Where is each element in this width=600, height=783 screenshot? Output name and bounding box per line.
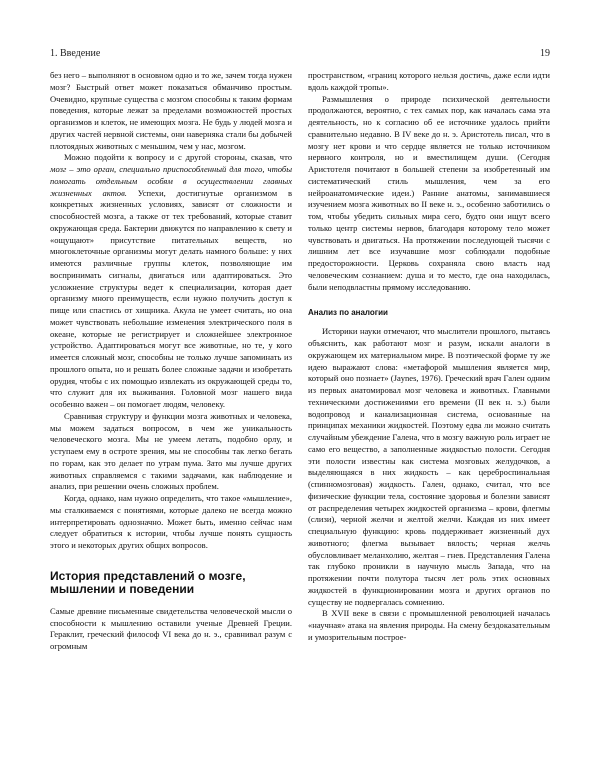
running-head xyxy=(50,48,550,62)
paragraph: без него – выполняют в основном одно и то же, зачем тогда нужен мозг? Быстрый ответ может показаться обманчиво простым. Очевидно, крупные существа с мозгом способны к таким формам поведения, которые лежат за пределами возможностей простых организмов и клеток, не имеющих мозга. Не будь у людей мозга и других частей нервной системы, они наверняка стали бы добычей плотоядных животных с меньшим, чем у нас, мозгом. xyxy=(50,70,292,151)
section-title: 1. Введение xyxy=(50,48,101,59)
paragraph: В XVII веке в связи с промышленной революцией началась «научная» атака на явления природы. На смену бездоказательным и умозрительным построе- xyxy=(308,608,550,642)
paragraph: Сравнивая структуру и функции мозга животных и человека, мы можем задаться вопросом, в чем же уникальность человеческого мозга. Мы не умеем летать, подобно орлу, и уступаем ему в остроте зрения, мы не способны так легко бегать по горам, как это делает по утрам пума. Зато мы лучше других животных справляемся с такими задачами, как наблюдение и анализ, при решении очень сложных проблем. xyxy=(50,410,292,492)
subsection-heading: Анализ по аналогии xyxy=(308,308,388,318)
paragraph: Когда, однако, нам нужно определить, что такое «мышление», мы сталкиваемся с понятиями, которые далеко не всегда можно интерпретировать однозначно. Может быть, именно сейчас нам следует обратиться к истории, чтобы лучше понять сущность этого и некоторых других общих вопросов. xyxy=(50,493,292,550)
paragraph xyxy=(50,152,292,411)
paragraph-text: Можно подойти к вопросу и с другой стороны, сказав, что xyxy=(64,152,292,163)
paragraph: пространством, «границ которого нельзя достичь, даже если идти вдоль каждой тропы». xyxy=(308,70,550,92)
right-column xyxy=(308,70,550,644)
paragraph: Размышления о природе психической деятельности продолжаются, вероятно, с тех самых пор, как началась сама эта деятельность, но к согласию об ее источнике удалось прийти сравнительно недавно. В IV веке до н. э. Аристотель писал, что в мозгу нет крови и что сердце является не только источником нервного контроля, но и вместилищем души. (Сегодня Аристотеля почитают в большей степени за изобретенный им систематический стиль мышления, чем за его нейроанатомические идеи.) Ранние анатомы, занимавшиеся изучением мозга животных во II веке н. э., особенно заботились о том, чтобы убедить сильных мира сего, будто они ищут всего только центр системы нервов, благодаря которому тело может чувствовать и двигаться. На протяжении последующей тысячи с лишним лет все изучавшие мозг соблюдали подобные предосторожности. Церковь сохраняла свою власть над человеческим сознанием: душа и то место, где она находилась, были неподвластны прямому исследованию. xyxy=(308,93,550,292)
paragraph-text: Успехи, достигнутые организмом в конкретных жизненных условиях, зависят от сложности и способностей мозга, а также от тех требований, которые ставит окружающая среда. Бактерии движутся по направлению к свету и «ощущают» присутствие питательных веществ, но многоклеточные организмы могут делать намного больше: у них имеются различные группы клеток, позволяющие им воспринимать сигналы, двигаться или адаптироваться. Это усложнение структуры ведет к специализации, которая дает организму много преимуществ, если нужно получить доступ к пище или спастись от хищника. Акула не умеет считать, но она может чувствовать небольшие изменения электрического поля в океане, которые не регистрирует и сложнейшее электронное устройство. Адаптироваться могут все животные, но те, у кого имеется сложный мозг, способны не только лучше запоминать из прошлого опыта, но и решать более сложные задачи и изобретать орудия, чтобы с их помощью извлекать из окружающей среды то, что служит для их выживания. Головной мозг нашего вида особенно важен – он помогает людям, человеку. xyxy=(50,187,292,409)
paragraph: Историки науки отмечают, что мыслители прошлого, пытаясь объяснить, как работают мозг и разум, искали аналоги в окружающем их материальном мире. В поэтической форме ту же идею выражают слова: «метафорой мышления является мир, который оно познает» (Jaynes, 1976). Греческий врач Гален одним из первых анатомировал мозг человека и животных. Главными техническими достижениями его времени (II век н. э.) были водопровод и канализационная система, основанные на принципах механики жидкостей. Поэтому едва ли можно считать случайным убеждение Галена, что в мозгу важную роль играет не само его вещество, а заполненные жидкостью полости. Сегодня эти полости известны как система мозговых желудочков, а выделяющаяся в них жидкость – как цереброспинальная (спинномозговая) жидкость. Гален, однако, считал, что все физические функции тела, состояние здоровья и болезни зависят от распределения четырех жидкостей организма – крови, флегмы (слизи), черной желчи и желтой желчи. Каждая из них имеет специальную функцию: кровь поддерживает жизненный дух животного; флегма вызывает вялость; черная желчь обусловливает меланхолию, желтая – гнев. Представления Галена так глубоко проникли в научную мысль Запада, что на протяжении почти полутора тысяч лет роль этих основных жидкостей в функционировании мозга и других органов по существу не подвергалась сомнению. xyxy=(308,326,550,607)
paragraph: Самые древние письменные свидетельства человеческой мысли о способности к мышлению оставили ученые Древней Греции. Гераклит, греческий философ VI века до н. э., сравнивал разум с огромным xyxy=(50,605,292,651)
left-column xyxy=(50,70,292,653)
paragraph-italic-text: мозг – это орган, специально приспособленный для того, чтобы помогать отдельным особям в осуществлении главных жизненных актов. xyxy=(50,164,292,198)
section-heading: История представлений о мозге, мышлении и поведении xyxy=(50,568,246,597)
page-number: 19 xyxy=(540,48,550,59)
